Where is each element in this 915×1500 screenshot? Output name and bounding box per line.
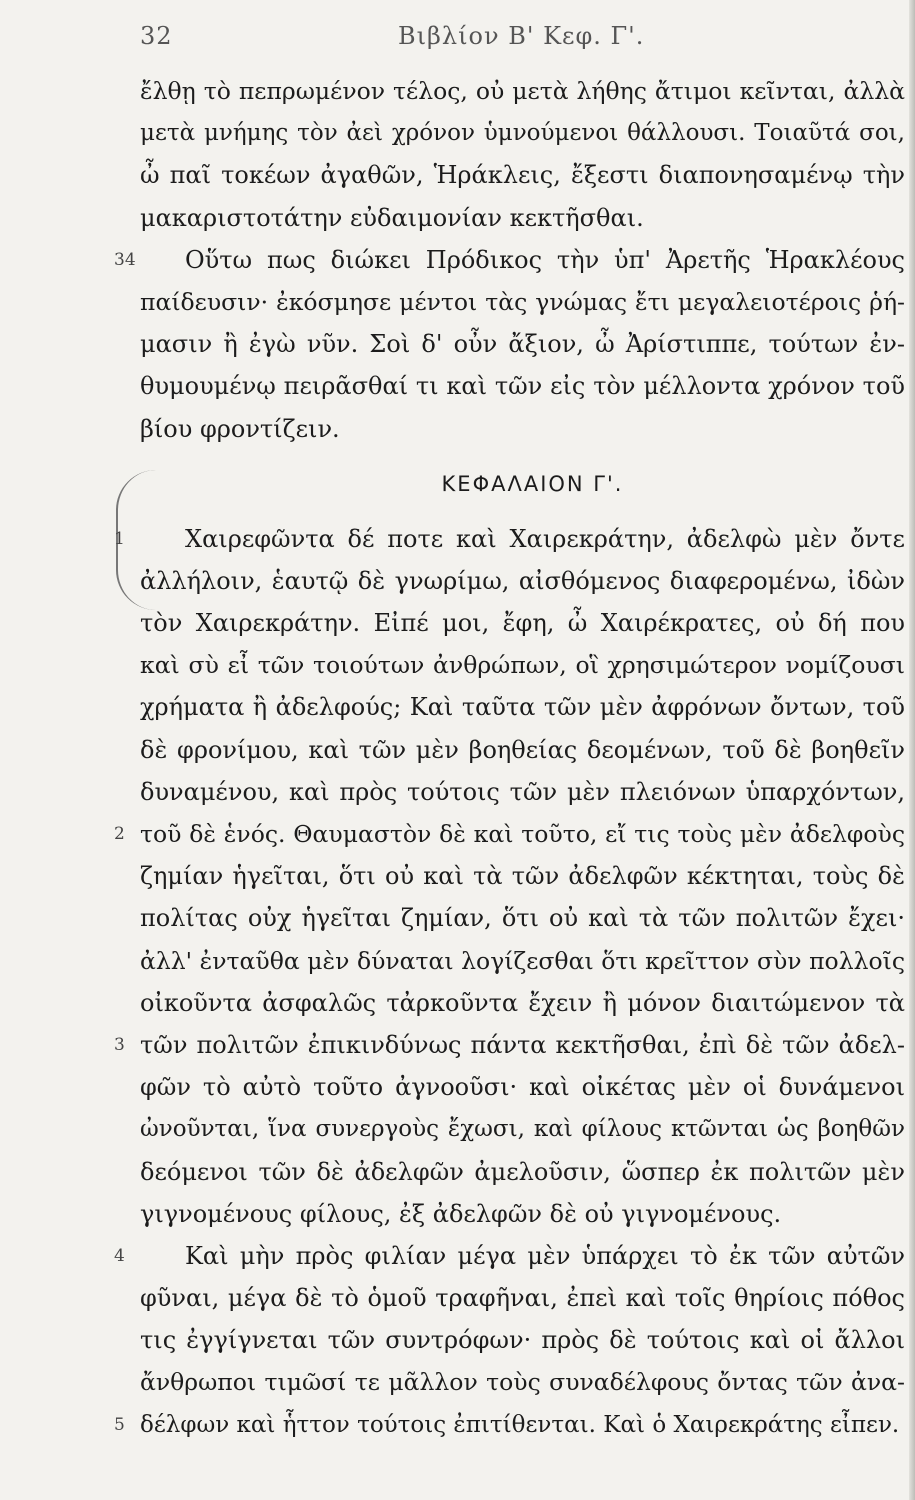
- line-text: δέλφων καὶ ἧττον τούτοις ἐπιτίθενται. Καὶ ὁ Χαιρεκράτης εἶπεν.: [140, 1411, 900, 1438]
- section-number: 4: [114, 1245, 125, 1266]
- line-text: ἔλθῃ τὸ πεπρωμένον τέλος, οὐ μετὰ λήθης ἄτιμοι κεῖνται, ἀλλὰ: [140, 77, 905, 105]
- line-text: ἄνθρωποι τιμῶσί τε μᾶλλον τοὺς συναδέλφους ὄντας τῶν ἀνα-: [140, 1368, 905, 1397]
- text-line: [140, 771, 905, 813]
- text-line: [140, 560, 905, 602]
- section-number: 2: [114, 824, 125, 844]
- text-line: [140, 1277, 905, 1319]
- line-text: ἀλλ' ἐνταῦθα μὲν δύναται λογίζεσθαι ὅτι κρεῖττον σὺν πολλοῖς: [140, 946, 905, 975]
- text-line: [140, 1108, 905, 1150]
- text-line: [140, 365, 905, 407]
- text-line: [140, 644, 905, 686]
- text-line: [140, 1193, 905, 1235]
- text-line: [114, 239, 905, 281]
- line-text: πολίτας οὐχ ἡγεῖται ζημίαν, ὅτι οὐ καὶ τὰ τῶν πολιτῶν ἔχει·: [140, 904, 905, 933]
- page-number: 32: [140, 22, 173, 50]
- line-text: φῶν τὸ αὐτὸ τοῦτο ἀγνοοῦσι· καὶ οἰκέτας μὲν οἱ δυνάμενοι: [140, 1073, 905, 1102]
- text-line: [140, 729, 905, 771]
- line-text: τις ἐγγίγνεται τῶν συντρόφων· πρὸς δὲ τούτοις καὶ οἱ ἄλλοι: [140, 1326, 905, 1355]
- line-text: Καὶ μὴν πρὸς φιλίαν μέγα μὲν ὑπάρχει τὸ ἐκ τῶν αὐτῶν: [185, 1241, 905, 1270]
- text-line: [140, 686, 905, 728]
- line-text: μασιν ἢ ἐγὼ νῦν. Σοὶ δ' οὖν ἄξιον, ὦ Ἀρίστιππε, τούτων ἐν-: [140, 330, 905, 359]
- text-line: [140, 408, 905, 450]
- line-text: καὶ σὺ εἶ τῶν τοιούτων ἀνθρώπων, οἳ χρησιμώτερον νομίζουσι: [140, 651, 905, 680]
- text-line: [140, 1319, 905, 1361]
- line-text: τοῦ δὲ ἑνός. Θαυμαστὸν δὲ καὶ τοῦτο, εἴ τις τοὺς μὲν ἀδελφοὺς: [140, 820, 905, 848]
- line-text: ὦ παῖ τοκέων ἀγαθῶν, Ἡράκλεις, ἔξεστι διαπονησαμένῳ τὴν: [140, 161, 905, 190]
- text-line: [140, 1066, 905, 1108]
- body-text: [114, 70, 905, 1446]
- section-number: 1: [114, 528, 125, 549]
- line-text: χρήματα ἢ ἀδελφούς; Καὶ ταῦτα τῶν μὲν ἀφρόνων ὄντων, τοῦ: [140, 693, 905, 722]
- text-line: [114, 1235, 905, 1277]
- running-title: Βιβλίον Β' Κεφ. Γ'.: [398, 22, 645, 50]
- section-number: 3: [114, 1034, 125, 1055]
- line-text: μακαριστοτάτην εὐδαιμονίαν κεκτῆσθαι.: [140, 203, 644, 232]
- line-text: ἀλλήλοιν, ἑαυτῷ δὲ γνωρίμω, αἰσθόμενος διαφερομένω, ἰδὼν: [140, 566, 905, 595]
- text-line: [140, 897, 905, 939]
- line-text: δεόμενοι τῶν δὲ ἀδελφῶν ἀμελοῦσιν, ὥσπερ ἐκ πολιτῶν μὲν: [140, 1157, 905, 1186]
- text-line: [140, 154, 905, 196]
- line-text: οἰκοῦντα ἀσφαλῶς τἀρκοῦντα ἔχειν ἢ μόνον διαιτώμενον τὰ: [140, 988, 905, 1017]
- section-number: 34: [114, 249, 136, 270]
- line-text: ζημίαν ἡγεῖται, ὅτι οὐ καὶ τὰ τῶν ἀδελφῶν κέκτηται, τοὺς δὲ: [140, 862, 905, 891]
- line-text: βίου φροντίζειν.: [140, 414, 340, 443]
- page-header: [0, 22, 915, 62]
- line-text: δυναμένου, καὶ πρὸς τούτοις τῶν μὲν πλειόνων ὑπαρχόντων,: [140, 777, 905, 806]
- line-text: θυμουμένῳ πειρᾶσθαί τι καὶ τῶν εἰς τὸν μέλλοντα χρόνον τοῦ: [140, 372, 905, 401]
- line-text: γιγνομένους φίλους, ἐξ ἀδελφῶν δὲ οὐ γιγνομένους.: [140, 1199, 782, 1228]
- line-text: Χαιρεφῶντα δέ ποτε καὶ Χαιρεκράτην, ἀδελφὼ μὲν ὄντε: [185, 524, 905, 553]
- page-edge: [909, 0, 915, 1500]
- line-text: παίδευσιν· ἐκόσμησε μέντοι τὰς γνώμας ἔτι μεγαλειοτέροις ῥή-: [140, 287, 905, 316]
- line-text: δὲ φρονίμου, καὶ τῶν μὲν βοηθείας δεομένων, τοῦ δὲ βοηθεῖν: [140, 735, 905, 764]
- text-line: [140, 281, 905, 323]
- text-line: [140, 1151, 905, 1193]
- line-text: φῦναι, μέγα δὲ τὸ ὁμοῦ τραφῆναι, ἐπεὶ καὶ τοῖς θηρίοις πόθος: [140, 1284, 905, 1313]
- line-text: τὸν Χαιρεκράτην. Εἰπέ μοι, ἔφη, ὦ Χαιρέκρατες, οὐ δή που: [140, 609, 905, 638]
- text-line: [140, 70, 905, 112]
- section-number: 5: [114, 1414, 125, 1435]
- text-line: [114, 518, 905, 560]
- text-line: [140, 982, 905, 1024]
- text-line: [114, 1024, 905, 1066]
- line-text: Οὕτω πως διώκει Πρόδικος τὴν ὑπ' Ἀρετῆς Ἡρακλέους: [185, 245, 905, 274]
- text-line: [140, 197, 905, 239]
- text-line: [140, 1361, 905, 1403]
- line-text: ὠνοῦνται, ἵνα συνεργοὺς ἔχωσι, καὶ φίλους κτῶνται ὡς βοηθῶν: [140, 1116, 905, 1143]
- text-line: [140, 602, 905, 644]
- text-line: [140, 940, 905, 982]
- text-line: [114, 1404, 905, 1446]
- text-line: [114, 813, 905, 855]
- line-text: μετὰ μνήμης τὸν ἀεὶ χρόνον ὑμνούμενοι θάλλουσι. Τοιαῦτά σοι,: [140, 120, 905, 147]
- text-line: [140, 855, 905, 897]
- text-line: [140, 323, 905, 365]
- text-line: [140, 112, 905, 154]
- chapter-heading: ΚΕΦΑΛΑΙΟΝ Γ'.: [441, 471, 624, 496]
- line-text: τῶν πολιτῶν ἐπικινδύνως πάντα κεκτῆσθαι, ἐπὶ δὲ τῶν ἀδελ-: [140, 1030, 905, 1059]
